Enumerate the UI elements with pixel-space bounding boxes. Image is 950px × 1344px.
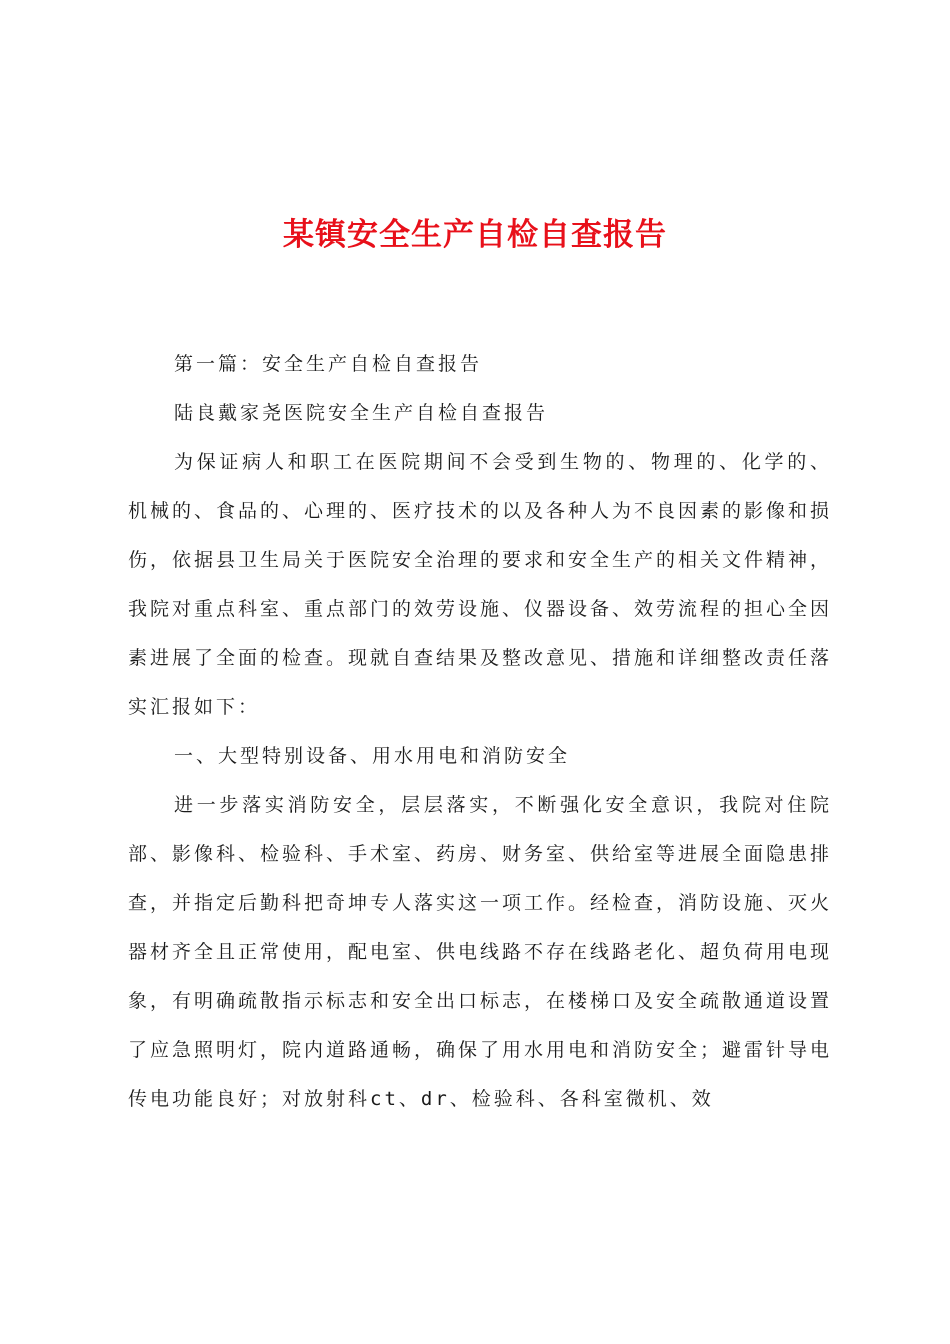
intro-paragraph: 为保证病人和职工在医院期间不会受到生物的、物理的、化学的、机械的、食品的、心理的、医疗技术的以及各种人为不良因素的影像和损伤，依据县卫生局关于医院安全治理的要求和安全生产的相关文件精神，我院对重点科室、重点部门的效劳设施、仪器设备、效劳流程的担心全因素进展了全面的检查。现就自查结果及整改意见、措施和详细整改责任落实汇报如下： <box>128 451 833 718</box>
document-body <box>128 340 832 1124</box>
section-heading-one: 一、大型特别设备、用水用电和消防安全 <box>174 745 571 767</box>
report-subtitle: 陆良戴家尧医院安全生产自检自查报告 <box>174 402 549 424</box>
section-heading-part-one: 第一篇：安全生产自检自查报告 <box>174 353 483 375</box>
fire-safety-paragraph: 进一步落实消防安全，层层落实，不断强化安全意识，我院对住院部、影像科、检验科、手术室、药房、财务室、供给室等进展全面隐患排查，并指定后勤科把奇坤专人落实这一项工作。经检查，消防设施、灭火器材齐全且正常使用，配电室、供电线路不存在线路老化、超负荷用电现象，有明确疏散指示标志和安全出口标志，在楼梯口及安全疏散通道设置了应急照明灯，院内道路通畅，确保了用水用电和消防安全；避雷针导电传电功能良好；对放射科ct、dr、检验科、各科室微机、效 <box>128 794 833 1110</box>
document-title: 某镇安全生产自检自查报告 <box>283 217 667 253</box>
